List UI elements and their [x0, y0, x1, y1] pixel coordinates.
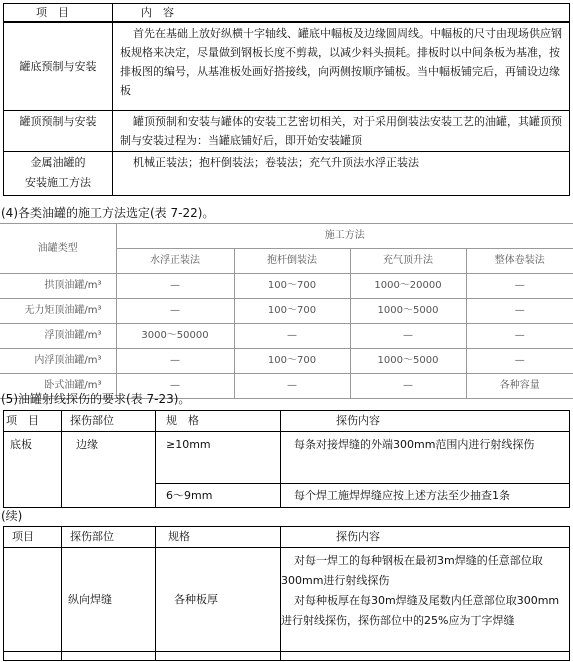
row-cell: 1000～5000 — [350, 349, 466, 374]
row-content — [281, 548, 570, 652]
table-row — [4, 432, 570, 484]
row-cell: 100～700 — [234, 274, 350, 299]
header-item: 项 目 — [4, 411, 62, 432]
caption-table-7-23: (5)油罐射线探伤的要求(表 7-23)。 — [1, 392, 191, 406]
row-tank-type: 浮顶油罐/m³ — [0, 324, 116, 349]
table-row — [4, 548, 570, 652]
row-item: 底板 — [4, 432, 62, 508]
row-content: 罐顶预制和安装与罐体的安装工艺密切相关，对于采用倒装法安装工艺的油罐，其罐顶预制与安装过程为：当罐底铺好后，即开始安装罐顶 — [113, 111, 570, 152]
table-header-row — [4, 527, 570, 548]
row-content: 每个焊工施焊焊缝应按上述方法至少抽查1条 — [281, 484, 570, 508]
row-cell: 100～700 — [234, 349, 350, 374]
row-cell: — — [234, 324, 350, 349]
header-method: 抱杆倒装法 — [234, 249, 350, 274]
row-content: 首先在基础上放好纵横十字轴线、罐底中幅板及边缘圆周线。中幅板的尺寸由现场供应钢板规格来决定，尽量做到钢板长度不剪裁，以减少料头损耗。排板时以中间条板为基准，按排板图的编号，从基准板处画好搭接线，向两侧按顺序铺板。当中幅板铺完后，再铺设边缘板 — [113, 22, 570, 111]
content-paragraph: 对每种板厚在每30m焊缝及尾数内任意部位取300mm进行射线探伤，探伤部位中的25%应为丁字焊缝 — [281, 594, 560, 627]
row-content: 每条对接焊缝的外端300mm范围内进行射线探伤 — [281, 432, 570, 484]
tank-method-table — [0, 223, 573, 399]
header-method: 整体卷装法 — [466, 249, 573, 274]
row-part — [62, 652, 156, 661]
table-row — [0, 349, 573, 374]
table-row — [0, 274, 573, 299]
row-cell: — — [466, 274, 573, 299]
table-row — [0, 324, 573, 349]
row-content: 机械正装法；抱杆倒装法；卷装法；充气升顶法水浮正装法 — [113, 152, 570, 196]
row-cell: — — [466, 299, 573, 324]
header-tank-type: 油罐类型 — [0, 224, 116, 274]
row-cell: — — [116, 274, 234, 299]
table-header-row — [4, 411, 570, 432]
row-item — [4, 152, 113, 196]
radiography-table — [3, 410, 570, 508]
row-cell: 各种容量 — [466, 374, 573, 399]
header-content: 探伤内容 — [281, 411, 570, 432]
row-spec: 6～9mm — [156, 484, 281, 508]
header-content: 探伤内容 — [281, 527, 570, 548]
row-item — [4, 548, 62, 652]
row-part: 纵向焊缝 — [62, 548, 156, 652]
row-cell: — — [350, 374, 466, 399]
row-cell: — — [234, 374, 350, 399]
header-method: 充气顶升法 — [350, 249, 466, 274]
row-content — [281, 652, 570, 661]
row-spec — [156, 652, 281, 661]
caption-continued: (续) — [1, 509, 23, 523]
header-content: 内 容 — [113, 4, 570, 23]
table-row — [4, 652, 570, 661]
row-tank-type: 拱顶油罐/m³ — [0, 274, 116, 299]
row-item-line: 金属油罐的 — [30, 156, 86, 169]
table-header-row — [4, 4, 570, 23]
construction-content-table — [3, 3, 570, 196]
header-method-group: 施工方法 — [116, 224, 573, 249]
header-part: 探伤部位 — [62, 527, 156, 548]
row-cell: — — [116, 299, 234, 324]
caption-table-7-22: (4)各类油罐的施工方法选定(表 7-22)。 — [1, 206, 215, 220]
row-cell: 1000～20000 — [350, 274, 466, 299]
row-cell: — — [116, 349, 234, 374]
row-tank-type: 卧式油罐/m³ — [0, 374, 116, 399]
radiography-table-continued — [3, 526, 570, 661]
row-cell: 100～700 — [234, 299, 350, 324]
header-item: 项 目 — [4, 4, 113, 23]
row-cell: 1000～5000 — [350, 299, 466, 324]
content-paragraph: 对每一焊工的每种钢板在最初3m焊缝的任意部位取300mm进行射线探伤 — [281, 554, 543, 587]
table-header-row — [0, 224, 573, 249]
header-item: 项目 — [4, 527, 62, 548]
row-item: 罐顶预制与安装 — [4, 111, 113, 152]
row-cell: 3000～50000 — [116, 324, 234, 349]
header-part: 探伤部位 — [62, 411, 156, 432]
header-spec: 规格 — [156, 527, 281, 548]
row-tank-type: 内浮顶油罐/m³ — [0, 349, 116, 374]
row-cell: — — [466, 324, 573, 349]
row-spec: 各种板厚 — [156, 548, 281, 652]
row-item-line: 安装施工方法 — [25, 176, 91, 189]
row-tank-type: 无力矩顶油罐/m³ — [0, 299, 116, 324]
row-spec: ≥10mm — [156, 432, 281, 484]
table-row — [0, 299, 573, 324]
row-cell: — — [350, 324, 466, 349]
row-cell: — — [116, 374, 234, 399]
table-row — [4, 111, 570, 152]
header-method: 水浮正装法 — [116, 249, 234, 274]
row-part: 边缘 — [62, 432, 156, 508]
row-cell: — — [466, 349, 573, 374]
row-item: 罐底预制与安装 — [4, 22, 113, 111]
table-row — [4, 22, 570, 111]
table-row — [4, 152, 570, 196]
row-item — [4, 652, 62, 661]
header-spec: 规 格 — [156, 411, 281, 432]
